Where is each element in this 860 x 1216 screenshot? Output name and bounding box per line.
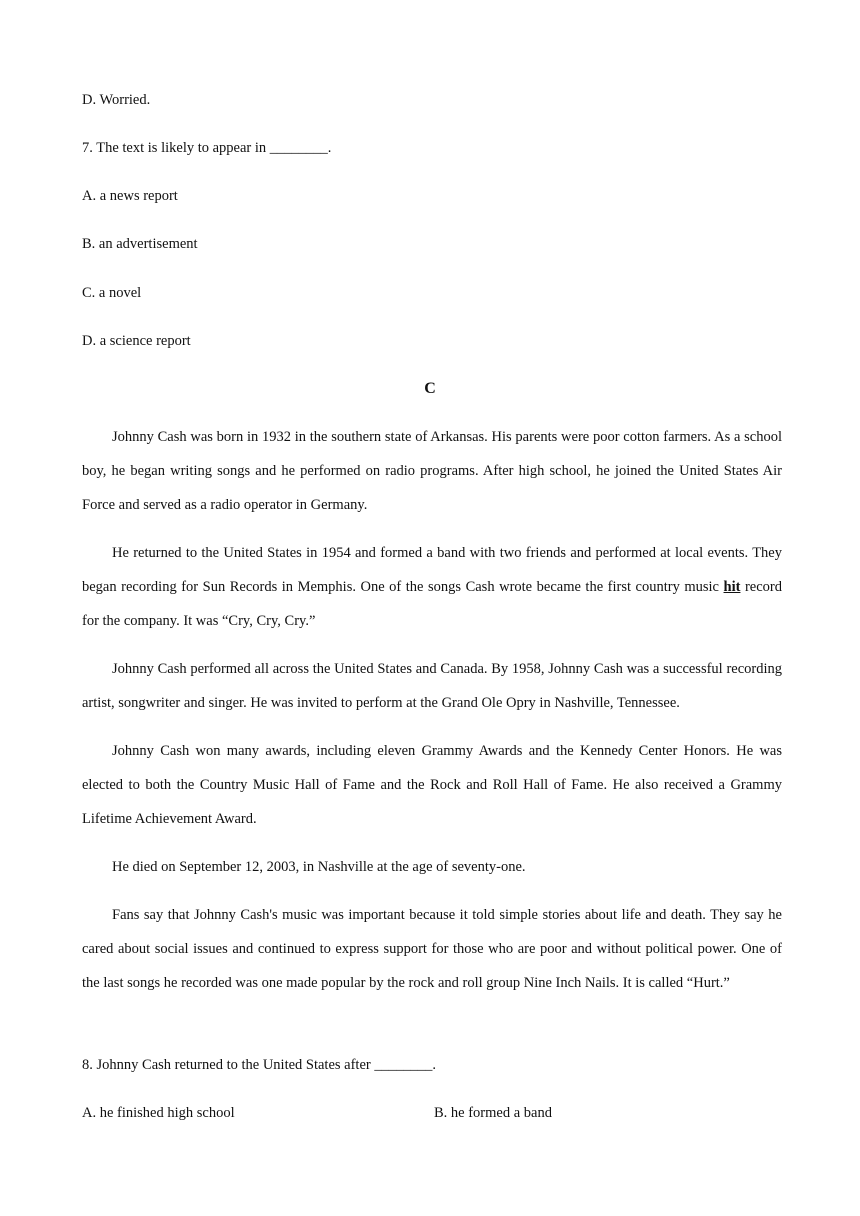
passage-paragraph-6 xyxy=(82,898,782,1000)
q7-option-d: D. a science report xyxy=(82,333,191,349)
paragraph-2-text-end: record for the company. It was “Cry, Cry, Cry.” xyxy=(82,579,783,629)
q8-stem: 8. Johnny Cash returned to the United States after ________. xyxy=(82,1057,436,1073)
q8-option-a: A. he finished high school xyxy=(82,1105,235,1121)
vocabulary-word-hit: hit xyxy=(723,579,741,595)
q7-option-c: C. a novel xyxy=(82,285,142,301)
passage-paragraph-5 xyxy=(82,850,782,884)
passage-paragraph-6-text: Fans say that Johnny Cash's music was important because it told simple stories about life and death. They say he cared about social issues and continued to express support for those who are poor and without political power. One of the last songs he recorded was one made popular by the rock and roll group Nine Inch Nails. It is called “Hurt.” xyxy=(82,907,782,991)
passage-paragraph-4 xyxy=(82,734,782,836)
passage-paragraph-2 xyxy=(82,536,782,638)
section-heading: C xyxy=(424,380,436,397)
q7-option-a: A. a news report xyxy=(82,188,178,204)
passage-paragraph-2-text xyxy=(82,536,782,638)
passage-paragraph-4-text: Johnny Cash won many awards, including eleven Grammy Awards and the Kennedy Center Honors. He was elected to both the Country Music Hall of Fame and the Rock and Roll Hall of Fame. He also received a Grammy Lifetime Achievement Award. xyxy=(82,743,782,827)
passage-paragraph-1-text: Johnny Cash was born in 1932 in the southern state of Arkansas. His parents were poor cotton farmers. As a school boy, he began writing songs and he performed on radio programs. After high school, he joined the United States Air Force and served as a radio operator in Germany. xyxy=(82,429,782,513)
q7-stem: 7. The text is likely to appear in ________. xyxy=(82,140,332,156)
q6-option-d: D. Worried. xyxy=(82,92,151,108)
q8-option-b: B. he formed a band xyxy=(434,1105,552,1121)
paragraph-2-text-start: He returned to the United States in 1954 and formed a band with two friends and performed at local events. They began recording for Sun Records in Memphis. One of the songs Cash wrote became the first country music xyxy=(82,545,782,595)
passage-paragraph-3-text: Johnny Cash performed all across the United States and Canada. By 1958, Johnny Cash was a successful recording artist, songwriter and singer. He was invited to perform at the Grand Ole Opry in Nashville, Tennessee. xyxy=(82,661,782,711)
passage-paragraph-5-text: He died on September 12, 2003, in Nashville at the age of seventy-one. xyxy=(112,859,526,875)
passage-paragraph-3 xyxy=(82,652,782,720)
passage-paragraph-1 xyxy=(82,420,782,522)
q7-option-b: B. an advertisement xyxy=(82,236,198,252)
